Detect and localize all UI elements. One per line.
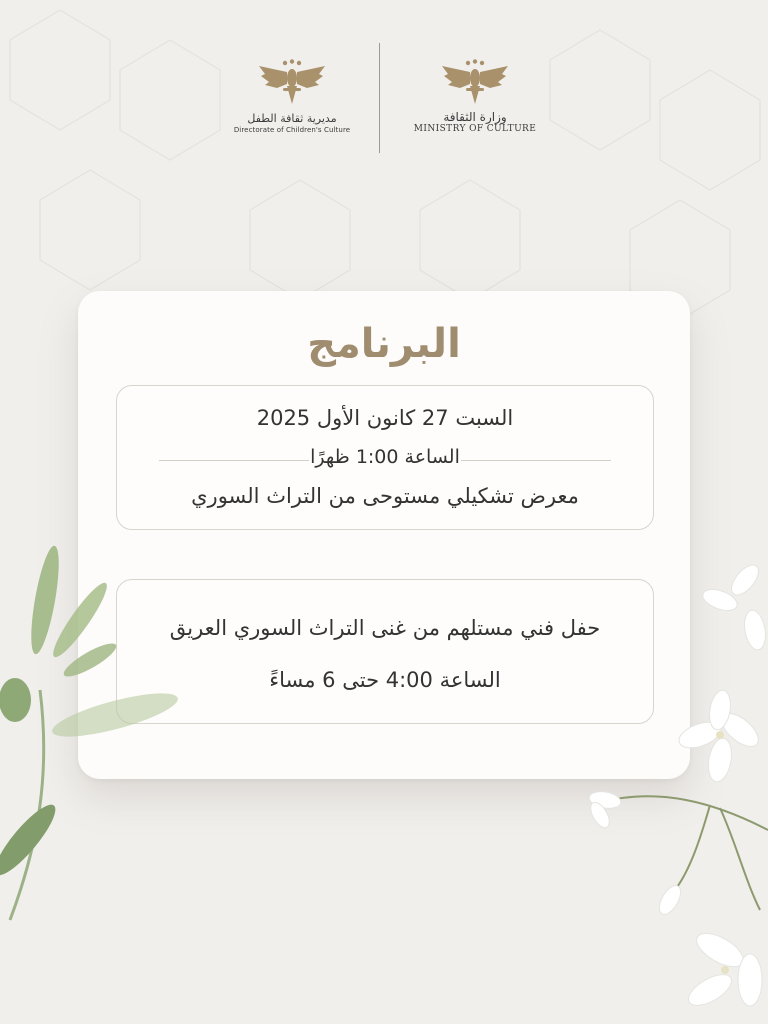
- event1-time: الساعة 1:00 ظهرًا: [310, 446, 460, 468]
- eagle-emblem-icon: [440, 58, 510, 106]
- olive-leaves-decoration: [0, 540, 200, 940]
- jasmine-flowers-decoration: [570, 560, 768, 1024]
- directorate-logo: [222, 58, 362, 134]
- event-box-1: [116, 385, 654, 530]
- header-divider: [379, 43, 380, 153]
- directorate-name-en: Directorate of Children's Culture: [233, 126, 351, 134]
- directorate-name-ar: مديرية ثقافة الطفل: [247, 112, 337, 125]
- event2-time: الساعة 4:00 حتى 6 مساءً: [269, 668, 501, 692]
- header: [0, 40, 768, 160]
- event1-date: السبت 27 كانون الأول 2025: [256, 406, 514, 430]
- eagle-emblem-icon: [257, 58, 327, 106]
- ministry-name-ar: وزارة الثقافة: [443, 110, 507, 124]
- ministry-name-en: MINISTRY OF CULTURE: [413, 124, 537, 134]
- ministry-logo: [400, 58, 550, 134]
- program-title: البرنامج: [307, 321, 461, 367]
- event1-description: معرض تشكيلي مستوحى من التراث السوري: [191, 484, 579, 508]
- event2-description: حفل فني مستلهم من غنى التراث السوري العريق: [169, 616, 601, 640]
